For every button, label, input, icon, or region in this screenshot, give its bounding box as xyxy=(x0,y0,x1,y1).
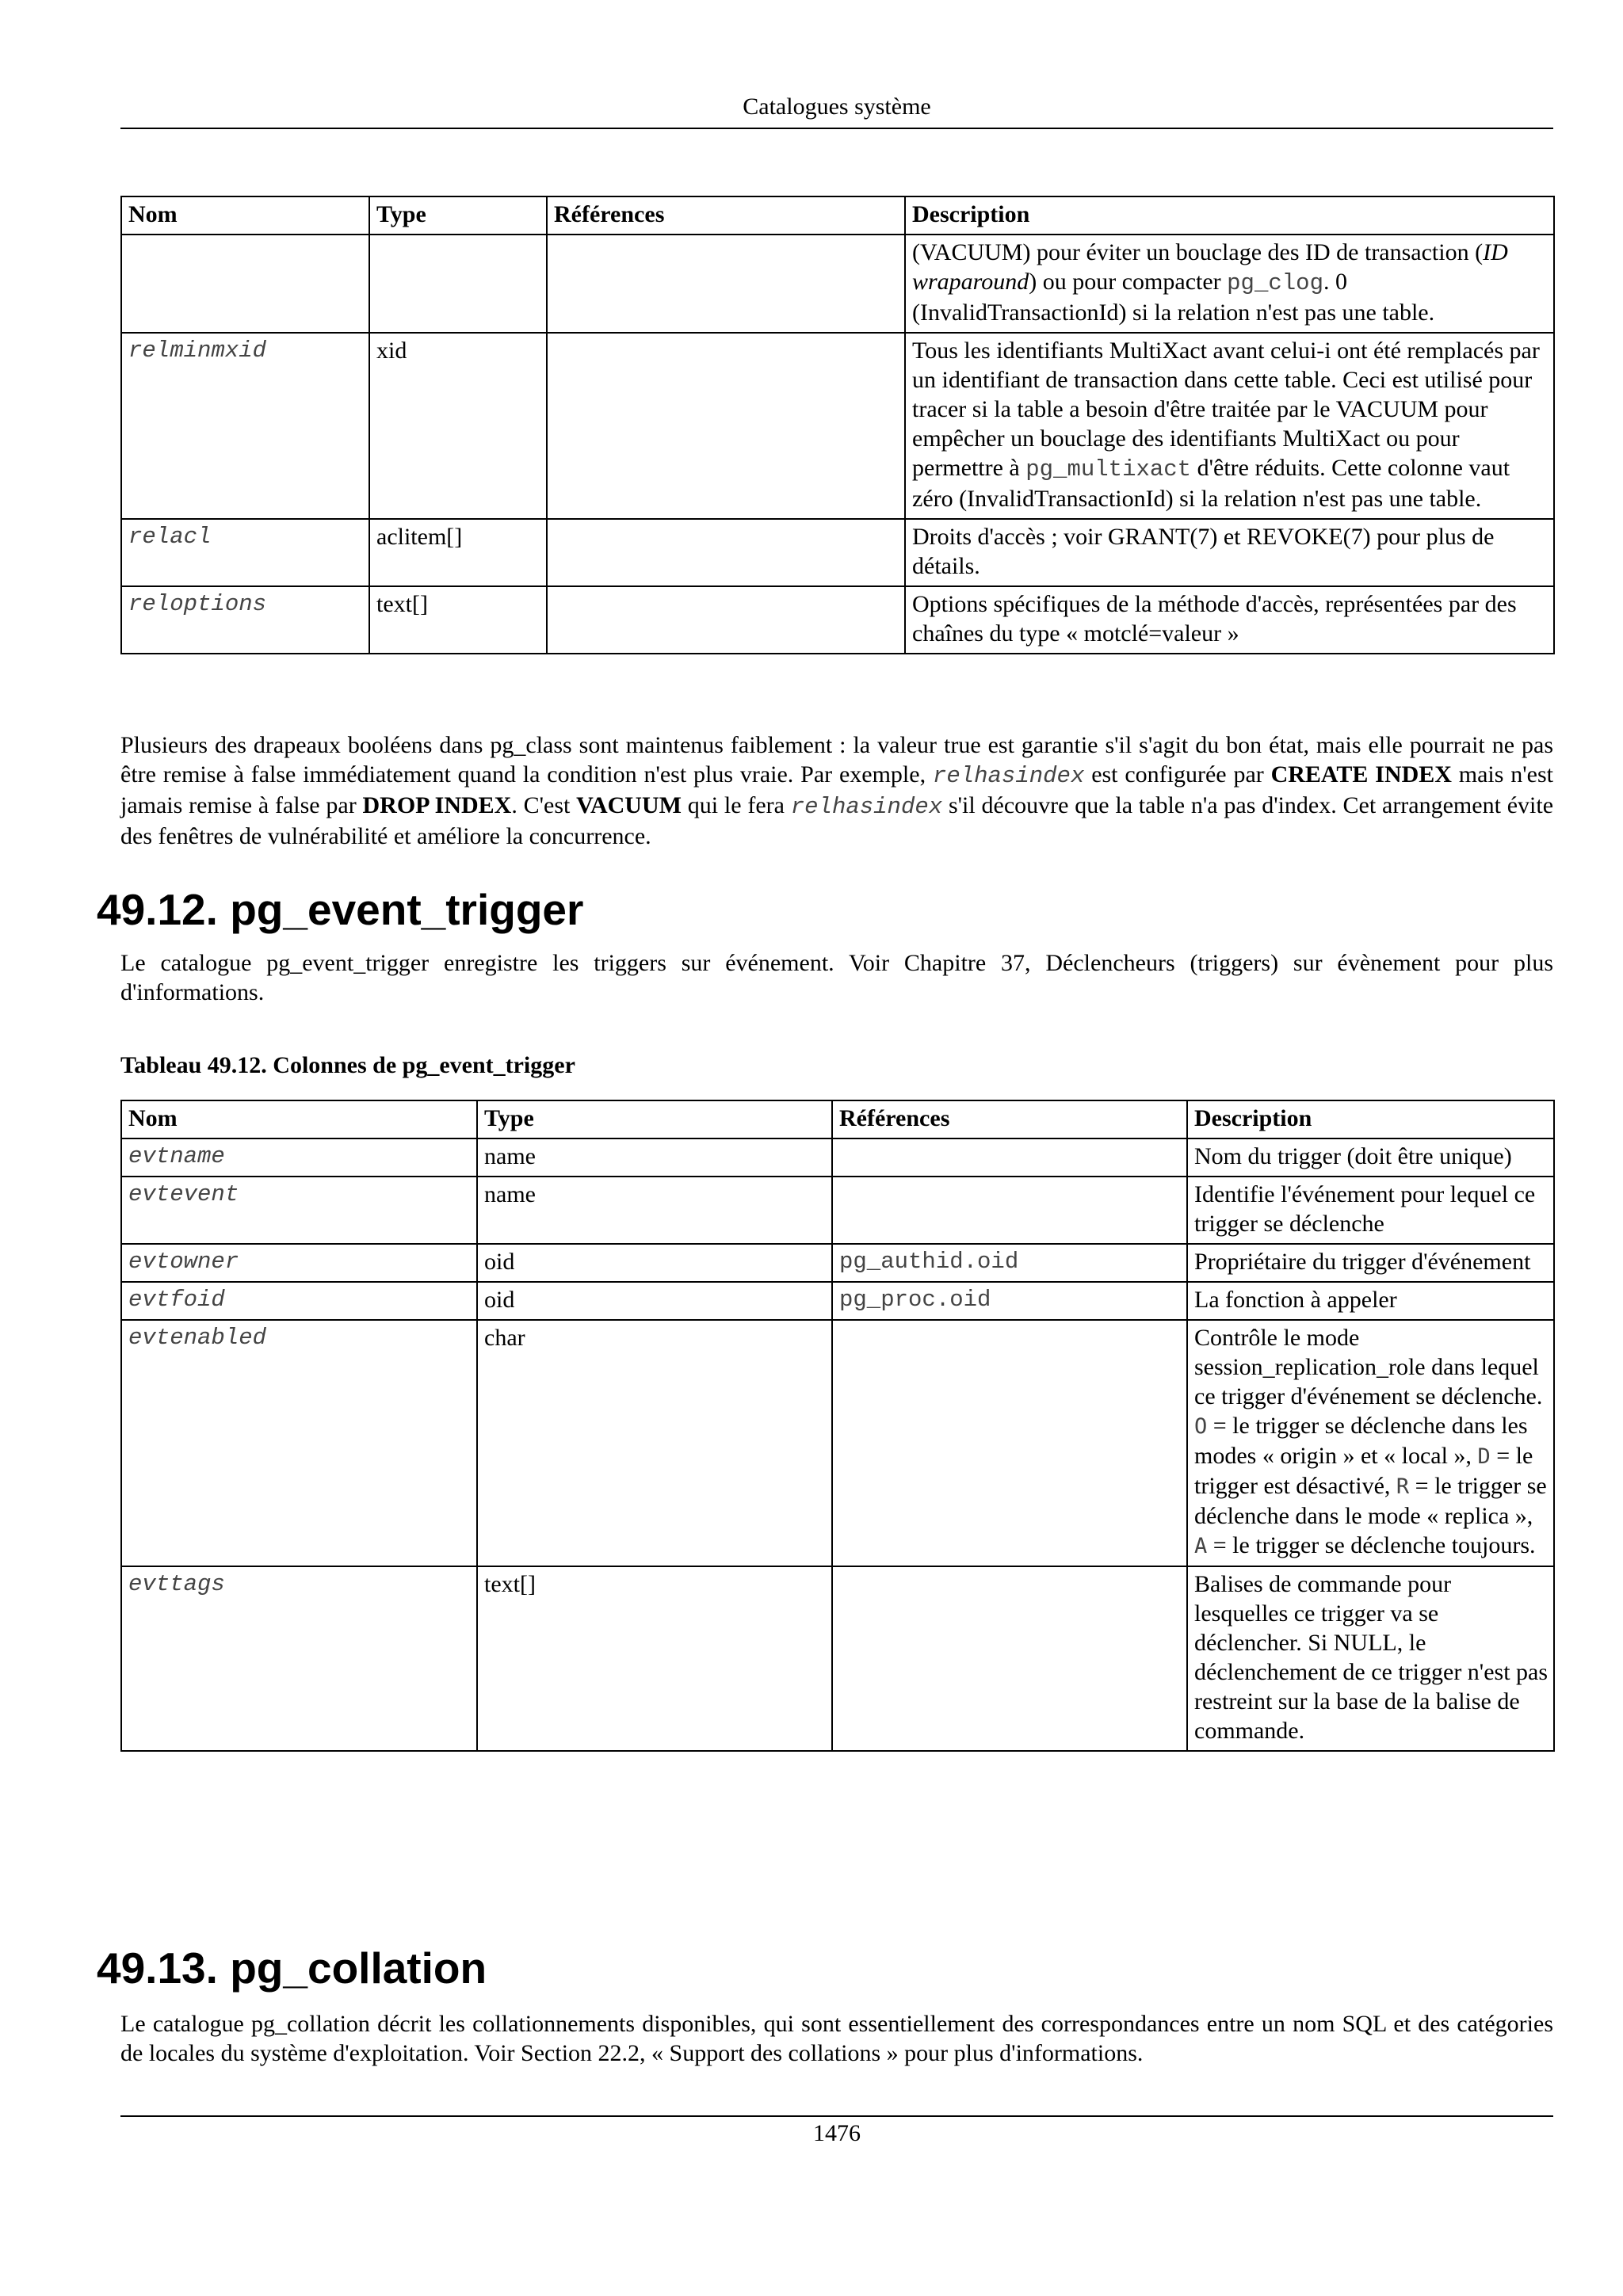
cell-name: reloptions xyxy=(121,586,369,654)
pg-class-columns-table xyxy=(120,196,1555,654)
pg-event-trigger-columns-table xyxy=(120,1100,1555,1752)
cell-type: aclitem[] xyxy=(369,519,547,586)
cell-references: pg_proc.oid xyxy=(832,1282,1187,1320)
footer-rule xyxy=(120,2115,1553,2117)
cell-name: evttags xyxy=(121,1566,477,1751)
cell-description: Tous les identifiants MultiXact avant celui-i ont été remplacés par un identifiant de transaction dans cette table. Ceci est utilisé pour tracer si la table a besoin d'être traitée par le VACUUM pour empêcher un bouclage des identifiants MultiXact ou pour permettre à pg_multixact d'être réduits. Cette colonne vaut zéro (InvalidTransactionId) si la relation n'est pas une table. xyxy=(905,333,1554,519)
table-row xyxy=(121,1282,1554,1320)
section-intro: Le catalogue pg_event_trigger enregistre les triggers sur événement. Voir Chapitre 37, Déclencheurs (triggers) sur évènement pour plus d'informations. xyxy=(120,950,1553,1005)
cell-type: xid xyxy=(369,333,547,519)
table-row xyxy=(121,1244,1554,1282)
cell-description: Balises de commande pour lesquelles ce trigger va se déclencher. Si NULL, le déclenchement de ce trigger n'est pas restreint sur la base de la balise de commande. xyxy=(1187,1566,1554,1751)
column-header-description: Description xyxy=(1187,1100,1554,1138)
table-row xyxy=(121,519,1554,586)
cell-type: name xyxy=(477,1177,832,1244)
cell-description: La fonction à appeler xyxy=(1187,1282,1554,1320)
cell-references xyxy=(832,1138,1187,1177)
section-heading: 49.13. pg_collation xyxy=(97,1943,487,1993)
cell-name: relminmxid xyxy=(121,333,369,519)
cell-name: evtowner xyxy=(121,1244,477,1282)
column-header-type: Type xyxy=(369,196,547,235)
cell-type: name xyxy=(477,1138,832,1177)
page-number: 1476 xyxy=(813,2120,861,2146)
cell-references xyxy=(547,235,905,333)
cell-references xyxy=(547,586,905,654)
cell-description: Identifie l'événement pour lequel ce trigger se déclenche xyxy=(1187,1177,1554,1244)
cell-name: relacl xyxy=(121,519,369,586)
cell-name xyxy=(121,235,369,333)
table-row xyxy=(121,235,1554,333)
cell-references xyxy=(832,1320,1187,1566)
table-header-row xyxy=(121,1100,1554,1138)
column-header-references: Références xyxy=(832,1100,1187,1138)
body-paragraph: Plusieurs des drapeaux booléens dans pg_class sont maintenus faiblement : la valeur true est garantie s'il s'agit du bon état, mais elle pourrait ne pas être remise à false immédiatement quand la condition n'est plus vraie. Par exemple, relhasindex est configurée par CREATE INDEX mais n'est jamais remise à false par DROP INDEX. C'est VACUUM qui le fera relhasindex s'il découvre que la table n'a pas d'index. Cet arrangement évite des fenêtres de vulnérabilité et améliore la concurrence. xyxy=(120,732,1554,849)
cell-references: pg_authid.oid xyxy=(832,1244,1187,1282)
cell-type: oid xyxy=(477,1244,832,1282)
table-caption: Tableau 49.12. Colonnes de pg_event_trigger xyxy=(120,1052,575,1078)
cell-type xyxy=(369,235,547,333)
table-row xyxy=(121,586,1554,654)
cell-description: Nom du trigger (doit être unique) xyxy=(1187,1138,1554,1177)
table-row xyxy=(121,1320,1554,1566)
cell-description: Contrôle le mode session_replication_role dans lequel ce trigger d'événement se déclenche. O = le trigger se déclenche dans les modes « origin » et « local », D = le trigger est désactivé, R = le trigger se déclenche dans le mode « replica », A = le trigger se déclenche toujours. xyxy=(1187,1320,1554,1566)
cell-description: (VACUUM) pour éviter un bouclage des ID de transaction (ID wraparound) ou pour compacter pg_clog. 0 (InvalidTransactionId) si la relation n'est pas une table. xyxy=(905,235,1554,333)
cell-description: Droits d'accès ; voir GRANT(7) et REVOKE(7) pour plus de détails. xyxy=(905,519,1554,586)
cell-name: evtenabled xyxy=(121,1320,477,1566)
cell-type: char xyxy=(477,1320,832,1566)
cell-references xyxy=(832,1177,1187,1244)
table-row xyxy=(121,1566,1554,1751)
table-row xyxy=(121,333,1554,519)
header-rule xyxy=(120,128,1553,129)
cell-references xyxy=(547,333,905,519)
cell-name: evtevent xyxy=(121,1177,477,1244)
cell-references xyxy=(547,519,905,586)
cell-type: oid xyxy=(477,1282,832,1320)
table-row xyxy=(121,1138,1554,1177)
column-header-references: Références xyxy=(547,196,905,235)
cell-references xyxy=(832,1566,1187,1751)
cell-description: Propriétaire du trigger d'événement xyxy=(1187,1244,1554,1282)
cell-type: text[] xyxy=(369,586,547,654)
cell-type: text[] xyxy=(477,1566,832,1751)
section-heading: 49.12. pg_event_trigger xyxy=(97,885,584,934)
column-header-description: Description xyxy=(905,196,1554,235)
cell-name: evtname xyxy=(121,1138,477,1177)
section-intro: Le catalogue pg_collation décrit les collationnements disponibles, qui sont essentiellement des correspondances entre un nom SQL et des catégories de locales du système d'exploitation. Voir Section 22.2, « Support des collations » pour plus d'informations. xyxy=(120,2011,1553,2066)
column-header-type: Type xyxy=(477,1100,832,1138)
running-header: Catalogues système xyxy=(743,93,931,120)
column-header-nom: Nom xyxy=(121,1100,477,1138)
cell-description: Options spécifiques de la méthode d'accès, représentées par des chaînes du type « motclé=valeur » xyxy=(905,586,1554,654)
cell-name: evtfoid xyxy=(121,1282,477,1320)
table-row xyxy=(121,1177,1554,1244)
column-header-nom: Nom xyxy=(121,196,369,235)
table-header-row xyxy=(121,196,1554,235)
